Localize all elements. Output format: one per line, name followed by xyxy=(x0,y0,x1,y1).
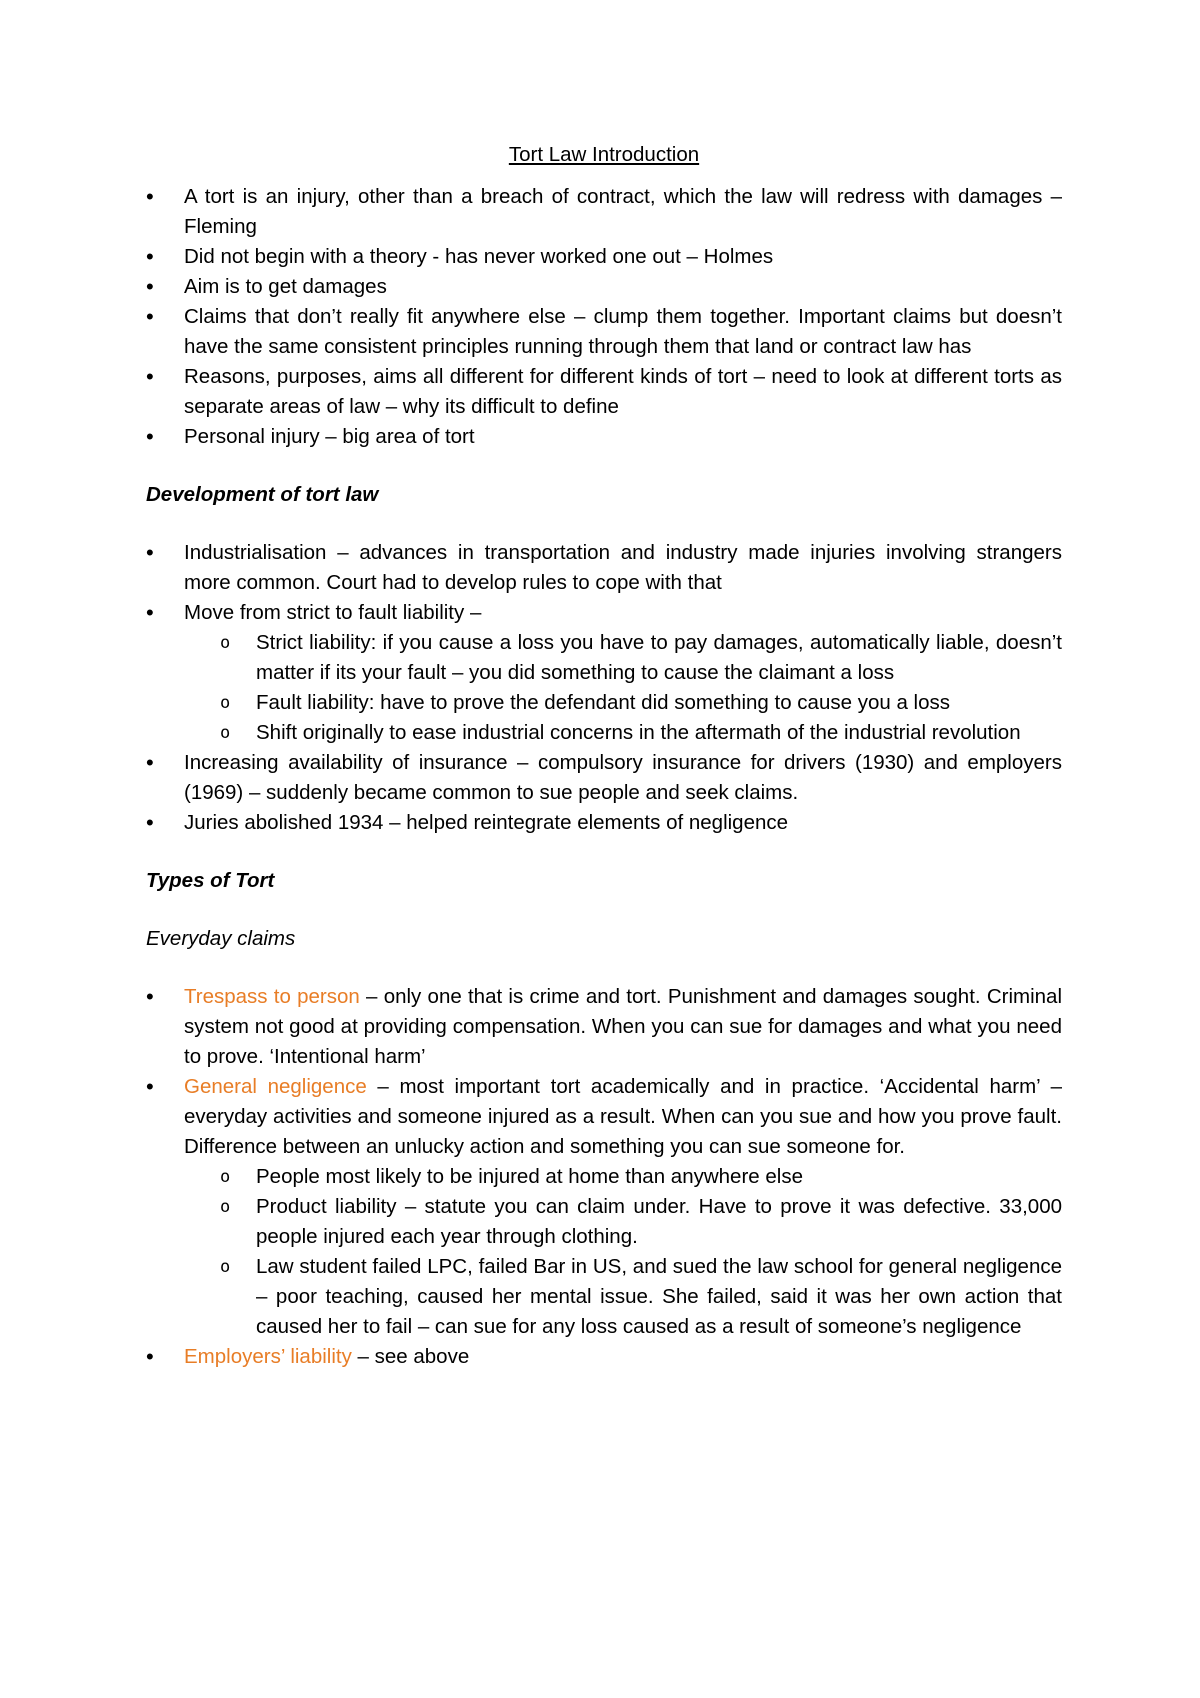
list-item xyxy=(146,1342,1062,1372)
document-title: Tort Law Introduction xyxy=(508,143,700,166)
development-sublist xyxy=(146,628,1062,748)
list-item-text: Move from strict to fault liability – xyxy=(184,601,482,624)
list-item: • A tort is an injury, other than a breach of contract, which the law will redress with damages – Fleming xyxy=(146,182,1062,242)
list-item: • Juries abolished 1934 – helped reintegrate elements of negligence xyxy=(146,808,1062,838)
document-page xyxy=(146,140,1062,1372)
types-list xyxy=(146,982,1062,1162)
negligence-sublist xyxy=(146,1162,1062,1342)
development-list xyxy=(146,538,1062,628)
list-item xyxy=(146,1072,1062,1162)
list-item: • Aim is to get damages xyxy=(146,272,1062,302)
intro-list xyxy=(146,182,1062,452)
types-list-continued xyxy=(146,1342,1062,1372)
list-item: • Did not begin with a theory - has never worked one out – Holmes xyxy=(146,242,1062,272)
section-heading-types: Types of Tort xyxy=(146,869,275,892)
list-item: • Increasing availability of insurance – compulsory insurance for drivers (1930) and employers (1969) – suddenly became common to sue people and seek claims. xyxy=(146,748,1062,808)
list-item: • Industrialisation – advances in transportation and industry made injuries involving strangers more common. Court had to develop rules to cope with that xyxy=(146,538,1062,598)
sub-list-item: o People most likely to be injured at home than anywhere else xyxy=(146,1162,1062,1192)
list-item xyxy=(146,598,1062,628)
highlight-term: Employers’ liability xyxy=(184,1345,352,1368)
list-item-text: – only one that is crime and tort. Punishment and damages sought. Criminal system not good at providing compensation. When you can sue for damages and what you need to prove. ‘Intentional harm’ xyxy=(184,985,1062,1068)
subsection-heading-everyday: Everyday claims xyxy=(146,927,296,950)
section-heading-development: Development of tort law xyxy=(146,483,379,506)
highlight-term: General negligence xyxy=(184,1075,367,1098)
list-item xyxy=(146,982,1062,1072)
list-item: • Reasons, purposes, aims all different for different kinds of tort – need to look at different torts as separate areas of law – why its difficult to define xyxy=(146,362,1062,422)
sub-list-item: o Shift originally to ease industrial concerns in the aftermath of the industrial revolution xyxy=(146,718,1062,748)
list-item-text: – most important tort academically and in practice. ‘Accidental harm’ – everyday activities and someone injured as a result. When can you sue and how you prove fault. Difference between an unlucky action and something you can sue someone for. xyxy=(184,1075,1063,1158)
sub-list-item: o Strict liability: if you cause a loss you have to pay damages, automatically liable, doesn’t matter if its your fault – you did something to cause the claimant a loss xyxy=(146,628,1062,688)
list-item: • Claims that don’t really fit anywhere else – clump them together. Important claims but doesn’t have the same consistent principles running through them that land or contract law has xyxy=(146,302,1062,362)
list-item: • Personal injury – big area of tort xyxy=(146,422,1062,452)
development-list-continued xyxy=(146,748,1062,838)
sub-list-item: o Product liability – statute you can claim under. Have to prove it was defective. 33,000 people injured each year through clothing. xyxy=(146,1192,1062,1252)
highlight-term: Trespass to person xyxy=(184,985,360,1008)
list-item-text: – see above xyxy=(351,1345,470,1368)
sub-list-item: o Fault liability: have to prove the defendant did something to cause you a loss xyxy=(146,688,1062,718)
sub-list-item: o Law student failed LPC, failed Bar in US, and sued the law school for general negligence – poor teaching, caused her mental issue. She failed, said it was her own action that caused her to fail – can sue for any loss caused as a result of someone’s negligence xyxy=(146,1252,1062,1342)
